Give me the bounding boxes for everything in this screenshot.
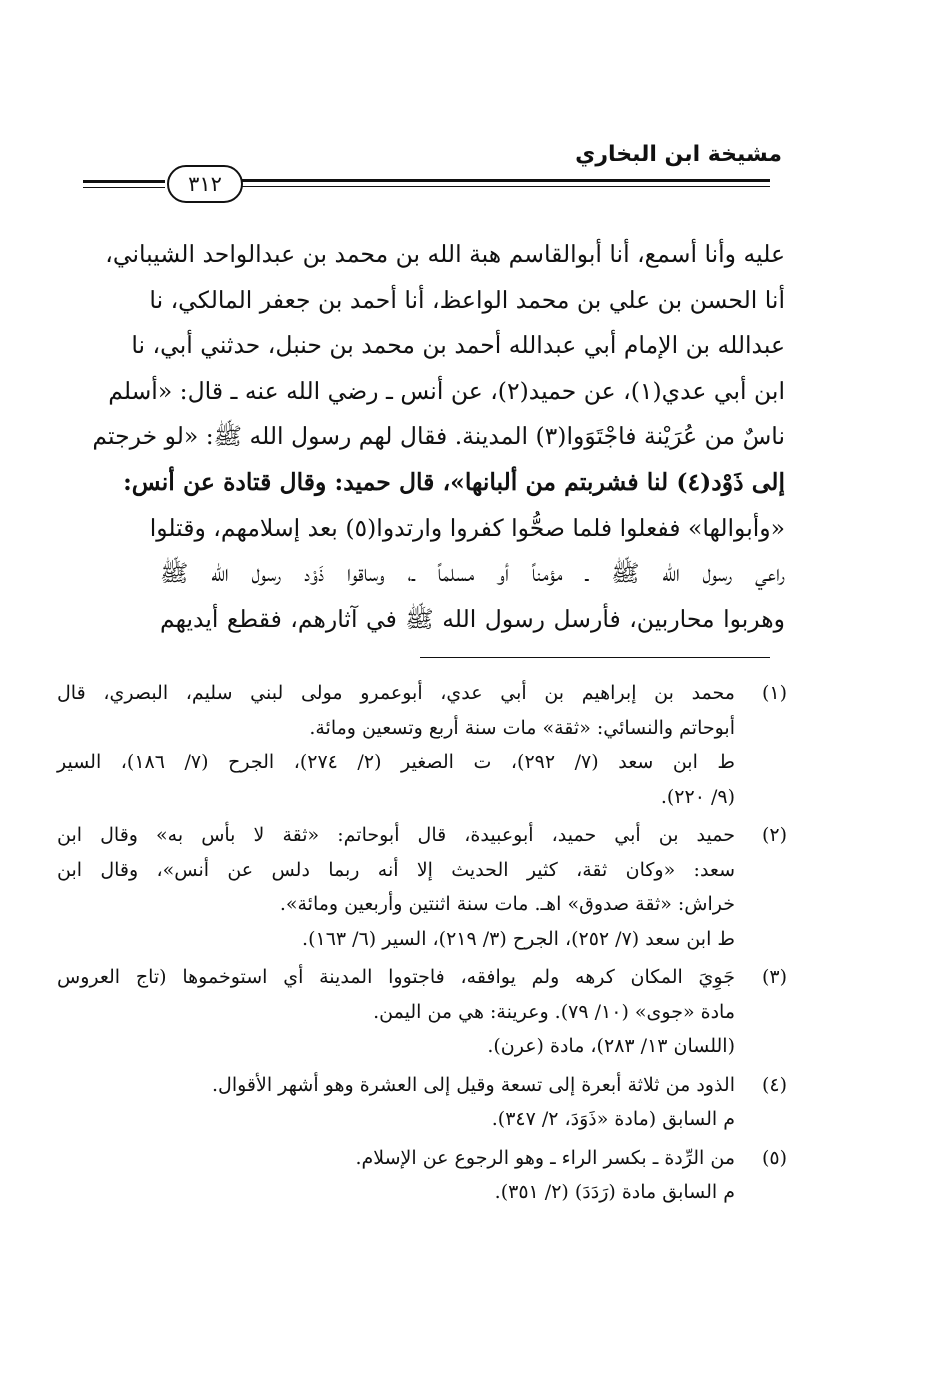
footnote-number: (٢) [761, 824, 787, 846]
footnote-number: (٣) [761, 966, 787, 988]
footnote-divider [420, 657, 770, 658]
header-rule-thin [190, 186, 770, 187]
header-rule-left [83, 180, 165, 183]
footnote-line: م السابق مادة (رَدَدَ) (٢/ ٣٥١). [494, 1181, 735, 1203]
footnote-line: خراش: «ثقة صدوق» اهـ. مات سنة اثنتين وأربعين ومائة». [279, 893, 735, 915]
footnote-line: جَوِيَ المكان كرهه ولم يوافقه، فاجتووا المدينة أي استوخموها (تاج العروس [57, 966, 735, 988]
footnote-line: مادة «جوى» (١٠/ ٧٩). وعرينة: هي من اليمن. [373, 1000, 735, 1023]
footnote-line: حميد بن أبي حميد، أبوعبيدة، قال أبوحاتم: «ثقة لا بأس به» وقال ابن [57, 824, 735, 846]
footnote-2 [57, 818, 787, 956]
footnote-number: (٤) [761, 1073, 787, 1096]
main-line: عبدالله بن الإمام أبي عبدالله أحمد بن محمد بن حنبل، حدثني أبي، نا [131, 331, 785, 360]
main-line: «وأبوالها» ففعلوا فلما صحُّوا كفروا وارتدوا(٥) بعد إسلامهم، وقتلوا [149, 513, 785, 542]
main-line: ناسٌ من عُرَيْنة فاجْتَوَوا(٣) المدينة. فقال لهم رسول الله ﷺ: «لو خرجتم [92, 422, 785, 451]
main-line: عليه وأنا أسمع، أنا أبوالقاسم هبة الله بن محمد بن عبدالواحد الشيباني، [105, 240, 785, 268]
header-rule [190, 179, 770, 182]
running-title: مشيخة ابن البخاري [575, 142, 782, 167]
page-number: ٣١٢ [167, 165, 243, 203]
footnote-1 [57, 676, 787, 814]
main-line: راعي رسول الله ﷺ ـ مؤمناً أو مسلماً ـ، وساقوا ذَوْد رسول الله ﷺ [160, 559, 785, 588]
footnotes [57, 676, 787, 1214]
footnote-line: الذود من ثلاثة أبعرة إلى تسعة وقيل إلى العشرة وهو أشهر الأقوال. [211, 1073, 735, 1096]
footnote-line: (٩/ ٢٢٠). [660, 785, 735, 808]
footnote-line: سعد: «وكان ثقة، كثير الحديث إلا أنه ربما دلس عن أنس»، وقال ابن [57, 858, 735, 881]
main-text [92, 232, 785, 642]
footnote-line: محمد بن إبراهيم بن أبي عدي، أبوعمرو مولى لبني سليم، البصري، قال [57, 682, 735, 704]
header-rule-left-thin [83, 187, 165, 188]
footnote-number: (١) [761, 682, 787, 704]
footnote-line: ط ابن سعد (٧/ ٢٩٢)، ت الصغير (٢/ ٢٧٤)، الجرح (٧/ ١٨٦)، السير [57, 751, 735, 773]
footnote-line: من الرِّدة ـ بكسر الراء ـ وهو الرجوع عن الإسلام. [355, 1146, 735, 1169]
footnote-line: (اللسان ١٣/ ٢٨٣)، مادة (عرن). [487, 1035, 735, 1057]
footnote-number: (٥) [761, 1146, 787, 1169]
footnote-line: م السابق (مادة «ذَوَدَ، ٢/ ٣٤٧). [491, 1108, 735, 1130]
footnote-line: ط ابن سعد (٧/ ٢٥٢)، الجرح (٣/ ٢١٩)، السير (٦/ ١٦٣). [302, 927, 735, 950]
main-line: وهربوا محاربين، فأرسل رسول الله ﷺ في آثارهم، فقطع أيديهم [160, 604, 785, 633]
footnote-line: أبوحاتم والنسائي: «ثقة» مات سنة أربع وتسعين ومائة. [309, 716, 735, 739]
footnote-5 [57, 1141, 787, 1210]
main-line: أنا الحسن بن علي بن محمد الواعظ، أنا أحمد بن جعفر المالكي، نا [149, 285, 785, 314]
main-line: إلى ذَوْد(٤) لنا فشربتم من ألبانها»، قال حميد: وقال قتادة عن أنس: [123, 467, 785, 496]
footnote-3 [57, 960, 787, 1064]
footnote-4 [57, 1068, 787, 1137]
main-line: ابن أبي عدي(١)، عن حميد(٢)، عن أنس ـ رضي الله عنه ـ قال: «أسلم [108, 376, 785, 405]
